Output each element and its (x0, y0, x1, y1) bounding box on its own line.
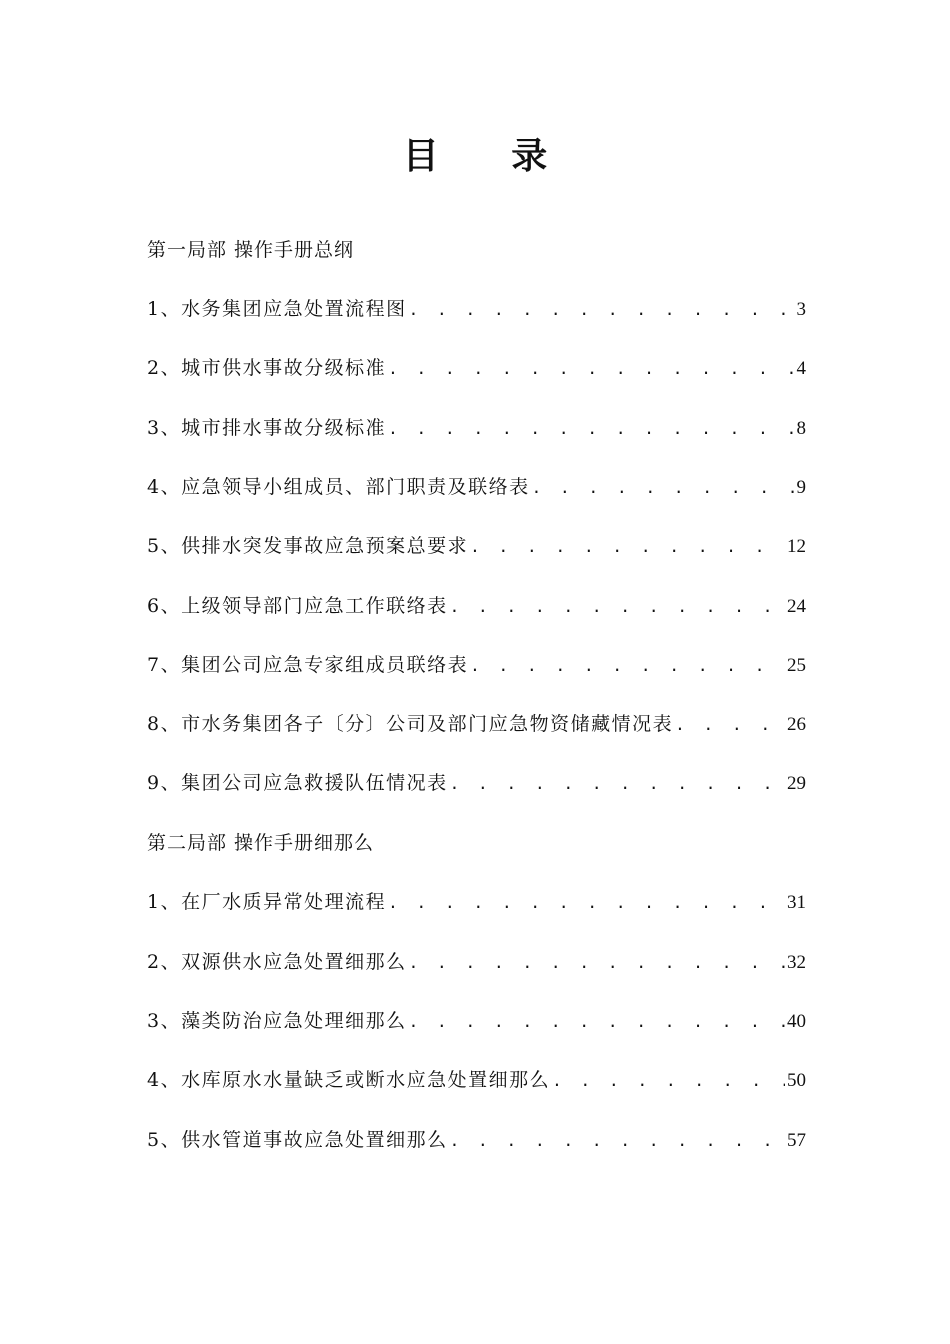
section-heading-part1: 第一局部 操作手册总纲 (147, 239, 355, 261)
toc-entry-label: 6、上级领导部门应急工作联络表 (147, 595, 448, 617)
toc-entry-page: 3 (796, 299, 806, 320)
toc-entry-label: 4、应急领导小组成员、部门职责及联络表 (147, 476, 530, 498)
toc-leader-dots (388, 357, 794, 381)
toc-entry-label: 5、供水管道事故应急处置细那么 (147, 1129, 448, 1151)
toc-entry-label: 4、水库原水水量缺乏或断水应急处置细那么 (147, 1069, 551, 1091)
toc-entry-label: 2、城市供水事故分级标准 (147, 357, 387, 379)
toc-entry-page: 31 (787, 892, 806, 913)
toc-entry-label: 3、城市排水事故分级标准 (147, 417, 387, 439)
toc-entry-page: 25 (787, 655, 806, 676)
toc-entry[interactable] (147, 653, 806, 677)
toc-entry-label: 8、市水务集团各子〔分〕公司及部门应急物资储藏情况表 (147, 713, 674, 735)
toc-leader-dots (532, 476, 795, 500)
toc-entry-page: 40 (787, 1011, 806, 1032)
section-heading-part2: 第二局部 操作手册细那么 (147, 832, 375, 854)
toc-entry-page: 8 (796, 418, 806, 439)
toc-entry[interactable] (147, 890, 806, 914)
toc-leader-dots (409, 298, 795, 322)
toc-leader-dots (388, 417, 794, 441)
toc-entry-label: 7、集团公司应急专家组成员联络表 (147, 654, 469, 676)
toc-entry[interactable] (147, 771, 806, 795)
toc-entry[interactable] (147, 1128, 806, 1152)
toc-entry-page: 12 (787, 536, 806, 557)
toc-entry[interactable] (147, 712, 806, 736)
toc-entry-page: 26 (787, 714, 806, 735)
toc-entry-label: 5、供排水突发事故应急预案总要求 (147, 535, 469, 557)
toc-entry-page: 32 (787, 952, 806, 973)
toc-entry-page: 24 (787, 596, 806, 617)
toc-entry-label: 3、藻类防治应急处理细那么 (147, 1010, 407, 1032)
page-title: 目 录 (402, 135, 578, 177)
toc-entry[interactable] (147, 475, 806, 499)
toc-entry-page: 29 (787, 773, 806, 794)
toc-entry[interactable] (147, 534, 806, 558)
toc-entry[interactable] (147, 297, 806, 321)
toc-leader-dots (552, 1069, 785, 1093)
toc-entry-label: 2、双源供水应急处置细那么 (147, 951, 407, 973)
toc-entry[interactable] (147, 950, 806, 974)
toc-entry[interactable] (147, 594, 806, 618)
toc-leader-dots (450, 595, 785, 619)
toc-entry-page: 50 (787, 1070, 806, 1091)
toc-leader-dots (450, 1129, 785, 1153)
toc-entry[interactable] (147, 1009, 806, 1033)
toc-entry-page: 4 (796, 358, 806, 379)
toc-leader-dots (409, 1010, 785, 1034)
toc-entry-page: 57 (787, 1130, 806, 1151)
toc-entry-label: 1、在厂水质异常处理流程 (147, 891, 387, 913)
toc-entry-label: 9、集团公司应急救援队伍情况表 (147, 772, 448, 794)
toc-entry[interactable] (147, 1068, 806, 1092)
toc-leader-dots (450, 772, 785, 796)
toc-leader-dots (470, 654, 785, 678)
toc-leader-dots (675, 713, 785, 737)
toc-leader-dots (470, 535, 785, 559)
toc-entry-page: 9 (796, 477, 806, 498)
toc-entry[interactable] (147, 416, 806, 440)
toc-entry-label: 1、水务集团应急处置流程图 (147, 298, 407, 320)
toc-entry[interactable] (147, 356, 806, 380)
toc-leader-dots (388, 891, 785, 915)
toc-leader-dots (409, 951, 785, 975)
